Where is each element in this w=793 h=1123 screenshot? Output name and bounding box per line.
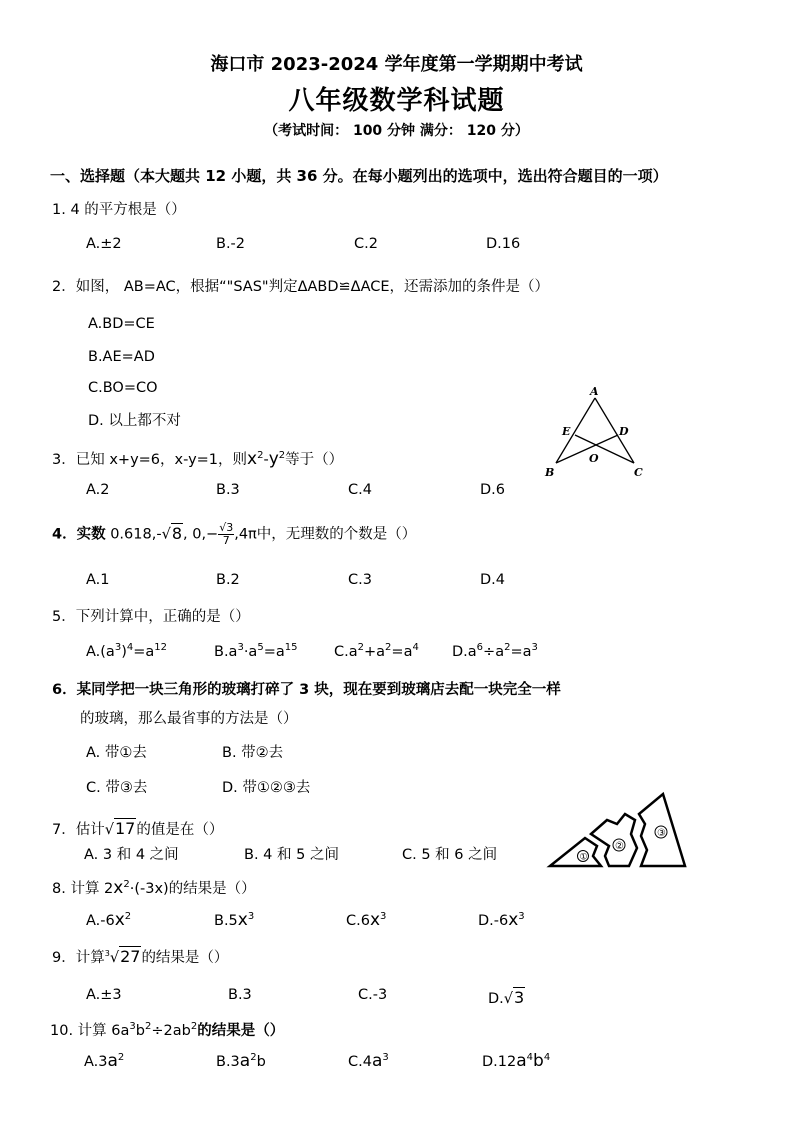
q3-option-b: B.3 [216,482,240,498]
piece-3-label: ③ [657,828,666,839]
q4-option-c: C.3 [348,572,372,588]
q1-option-c: C.2 [354,236,378,252]
q5-option-d: $D.a^6\div a^2=a^3$ [452,642,538,660]
label-a: A [590,385,599,398]
q8-option-b: $B.5x^3$ [214,910,255,930]
q5-option-b: $B.a^3\cdot a^5=a^{15}$ [214,642,298,660]
q10-option-a: $A.3a^2$ [84,1051,125,1071]
q1-option-a: A.±2 [86,236,122,252]
label-b: B [545,466,555,479]
q6-option-b: B. 带②去 [222,745,284,761]
q3-option-d: D.6 [480,482,505,498]
label-d: D [619,425,629,438]
section-heading: 一、选择题（本大题共 12 小题，共 36 分。在每小题列出的选项中，选出符合题目的一项） [50,167,668,185]
q4-option-a: A.1 [86,572,110,588]
glass-piece-2 [591,814,637,866]
question-5-stem: 5．下列计算中，正确的是（） [52,609,250,625]
question-1-stem: 1. 4 的平方根是（） [52,202,186,218]
q9-option-b: B.3 [228,987,252,1003]
q10-option-c: $C.4a^3$ [348,1051,389,1071]
q8-option-c: $C.6x^3$ [346,910,387,930]
q7-option-b: B. 4 和 5 之间 [244,847,339,863]
q3-option-c: C.4 [348,482,372,498]
q2-triangle-figure [538,380,648,480]
q7-option-a: A. 3 和 4 之间 [84,847,179,863]
q3-option-a: A.2 [86,482,110,498]
question-7-stem: 7．估计√17的值是在（） [52,819,224,838]
q2-option-d: D. 以上都不对 [88,413,181,429]
q5-option-c: $C.a^2+a^2=a^4$ [334,642,419,660]
piece-2-label: ② [615,841,624,852]
q8-option-d: $D.-6x^3$ [478,910,525,930]
exam-title: 八年级数学科试题 [288,86,505,116]
question-10-stem: 10. 计算 $6a^3b^2\div 2ab^2$的结果是（） [50,1021,285,1039]
q6-option-a: A. 带①去 [86,745,147,761]
q10-option-d: $D.12a^4b^4$ [482,1051,551,1071]
segment-bd [556,435,618,463]
piece-1-label: ① [579,852,588,863]
question-9-stem: 9．计算$^3$√27的结果是（） [52,947,229,966]
q4-option-d: D.4 [480,572,505,588]
glass-piece-1 [550,838,601,866]
q9-option-c: C.-3 [358,987,388,1003]
label-o: O [589,452,599,465]
q2-option-b: B.AE=AD [88,349,155,365]
question-4-stem: 4．实数 0.618,-√8, 0,− $\frac{√3}{7}$ ,4π中，无理数的个数是（） [52,521,417,547]
question-2-stem: 2．如图， AB=AC，根据“"SAS"判定ΔABD≌ΔACE，还需添加的条件是（） [52,279,550,295]
q6-option-c: C. 带③去 [86,780,148,796]
q4-option-b: B.2 [216,572,240,588]
q7-option-c: C. 5 和 6 之间 [402,847,498,863]
q6-broken-glass-figure [545,790,690,872]
q1-option-d: D.16 [486,236,521,252]
q1-option-b: B.-2 [216,236,246,252]
label-c: C [634,466,643,479]
q9-option-a: A.±3 [86,987,122,1003]
question-6-stem-line1: 6．某同学把一块三角形的玻璃打碎了 3 块，现在要到玻璃店去配一块完全一样 [52,682,561,698]
question-6-stem-line2: 的玻璃，那么最省事的方法是（） [80,711,298,727]
exam-subtitle: （考试时间： 100 分钟 满分： 120 分） [264,123,529,139]
question-8-stem: 8. 计算 $2x^2\cdot(-3x)$的结果是（） [52,878,256,898]
label-e: E [562,425,571,438]
q9-option-d: D.√3 [488,988,525,1007]
question-3-stem: 3．已知 x+y=6，x-y=1，则$x^2-y^2$等于（） [52,449,344,469]
exam-header-line1: 海口市 2023-2024 学年度第一学期期中考试 [210,54,583,75]
q2-option-c: C.BO=CO [88,380,158,396]
q6-option-d: D. 带①②③去 [222,780,311,796]
q8-option-a: $A.-6x^2$ [86,910,132,930]
q2-option-a: A.BD=CE [88,316,155,332]
q10-option-b: $B.3a^2b$ [216,1051,266,1071]
q5-option-a: $A.(a^3)^4=a^{12}$ [86,642,168,660]
